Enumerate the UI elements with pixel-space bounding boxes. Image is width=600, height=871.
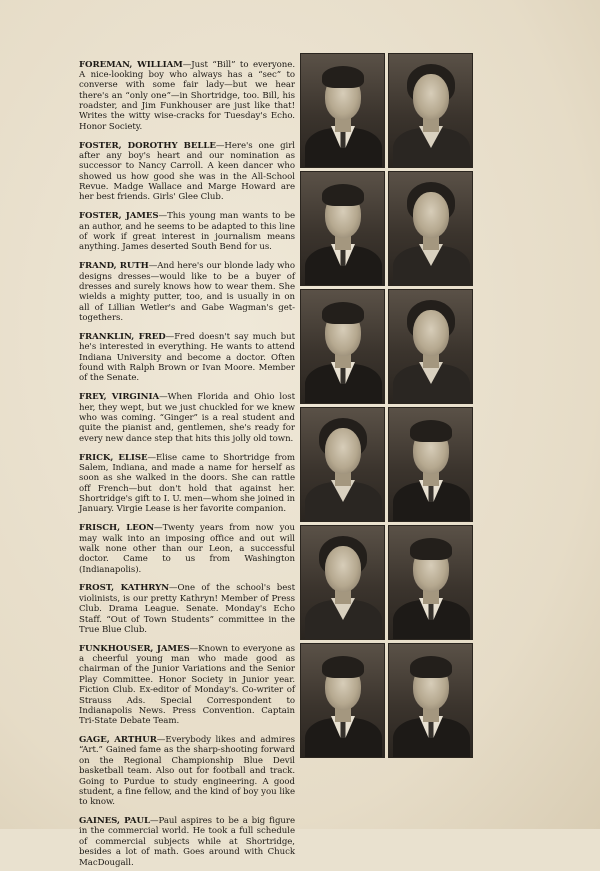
bio-text: —When Florida and Ohio lost her, they wept, but we just chuckled for we knew who was coming. “Ginger” is a real student and quite the pianist and, gentlemen, she's ready for every new dance step that hits this jolly old town.: [79, 392, 295, 444]
student-name: FRANKLIN, FRED: [79, 331, 166, 342]
student-name: GAGE, ARTHUR: [79, 735, 157, 746]
bio-entry: [79, 60, 295, 132]
bio-text: —Twenty years from now you may walk into an imposing office and out will walk none other than our Leon, a successful doctor. Came to us from Washington (Indianapolis).: [79, 523, 295, 575]
portrait-photo: [300, 525, 385, 640]
bio-entry: [79, 261, 295, 323]
bio-entry: [79, 523, 295, 575]
portrait-row: [300, 171, 475, 286]
portrait-photo: [388, 643, 473, 758]
bio-entry: [79, 816, 295, 868]
student-name: FOREMAN, WILLIAM: [79, 59, 183, 70]
bio-text: —Paul aspires to be a big figure in the commercial world. He took a full schedule of commercial subjects while at Shortridge, besides a lot of math. Goes around with Chuck MacDougall.: [79, 816, 295, 868]
bio-entry: [79, 332, 295, 384]
bio-text: —Elise came to Shortridge from Salem, Indiana, and made a name for herself as soon as she walked in the doors. She can rattle off French—but don't hold that against her. Shortridge's gift to I. U. men—whom she joined in January. Virgie Lease is her favorite companion.: [79, 452, 295, 515]
student-name: FREY, VIRGINIA: [79, 392, 160, 403]
student-name: FRICK, ELISE: [79, 452, 148, 463]
bio-entry: [79, 392, 295, 444]
portrait-photo: [300, 407, 385, 522]
student-name: FRAND, RUTH: [79, 261, 149, 272]
bio-text: —Fred doesn't say much but he's interested in everything. He wants to attend Indiana University and become a doctor. Often found with Ralph Brown or Ivan Moore. Member of the Senate.: [79, 331, 296, 384]
portrait-row: [300, 643, 475, 758]
bio-entry: [79, 211, 295, 252]
portrait-photo: [300, 53, 385, 168]
portrait-photo: [300, 171, 385, 286]
bio-text: —One of the school's best violinists, is our pretty Kathryn! Member of Press Club. Drama League. Senate. Monday's Echo Staff. “Out of Town Students” committee in the True Blue Club.: [79, 583, 295, 635]
portrait-photo: [388, 407, 473, 522]
bio-entry: [79, 583, 295, 635]
student-name: FROST, KATHRYN: [79, 583, 170, 594]
student-name: GAINES, PAUL: [79, 816, 150, 827]
bio-entry: [79, 735, 295, 807]
student-name: FOSTER, JAMES: [79, 211, 159, 222]
biography-column: [79, 51, 295, 871]
bio-entry: [79, 644, 295, 727]
portrait-photo: [388, 289, 473, 404]
portrait-row: [300, 525, 475, 640]
student-name: FOSTER, DOROTHY BELLE: [79, 140, 216, 151]
bio-text: —Just “Bill” to everyone. A nice-looking boy who always has a “sec” to converse with some fair lady—but we hear there's an “only one”—in Shortridge, too. Bill, his roadster, and Jim Funkhouser are just like that! Writes the witty wise-cracks for Tuesday's Echo. Honor Society.: [79, 59, 296, 132]
bio-entry: [79, 141, 295, 203]
portrait-grid: [300, 53, 475, 761]
portrait-photo: [388, 171, 473, 286]
bio-text: —This young man wants to be an author, and he seems to be adapted to this line of work if great interest in journalism means anything. James deserted South Bend for us.: [79, 211, 296, 253]
portrait-row: [300, 53, 475, 168]
bio-text: —And here's our blonde lady who designs dresses—would like to be a buyer of dresses and surely knows how to wear them. She wields a mighty putter, too, and is usually in on all of Lillian Wetler's and Gabe Wagman's get-togethers.: [79, 261, 295, 323]
portrait-photo: [388, 525, 473, 640]
student-name: FUNKHOUSER, JAMES: [79, 643, 190, 654]
portrait-photo: [300, 643, 385, 758]
bio-text: —Everybody likes and admires “Art.” Gained fame as the sharp-shooting forward on the Regional Championship Blue Devil basketball team. Also out for football and track. Going to Purdue to study engineering. A good student, a fine fellow, and the kind of boy you like to know.: [79, 735, 295, 808]
student-name: FRISCH, LEON: [79, 523, 155, 534]
portrait-row: [300, 289, 475, 404]
portrait-row: [300, 407, 475, 522]
portrait-photo: [388, 53, 473, 168]
portrait-photo: [300, 289, 385, 404]
bio-text: —Known to everyone as a cheerful young man who made good as chairman of the Junior Variations and the Senior Play Committee. Honor Society in Junior year. Fiction Club. Ex-editor of Monday's. Co-writer of Strauss Ads. Special Correspondent to Indianapolis News. Press Convention. Captain Tri-State Debate Team.: [79, 643, 295, 727]
bio-text: —Here's one girl after any boy's heart and our nomination as successor to Nancy Carroll. A keen dancer who showed us how good she was in the All-School Revue. Madge Wallace and Marge Howard are her best friends. Girls' Glee Club.: [79, 140, 295, 203]
bio-entry: [79, 453, 295, 515]
